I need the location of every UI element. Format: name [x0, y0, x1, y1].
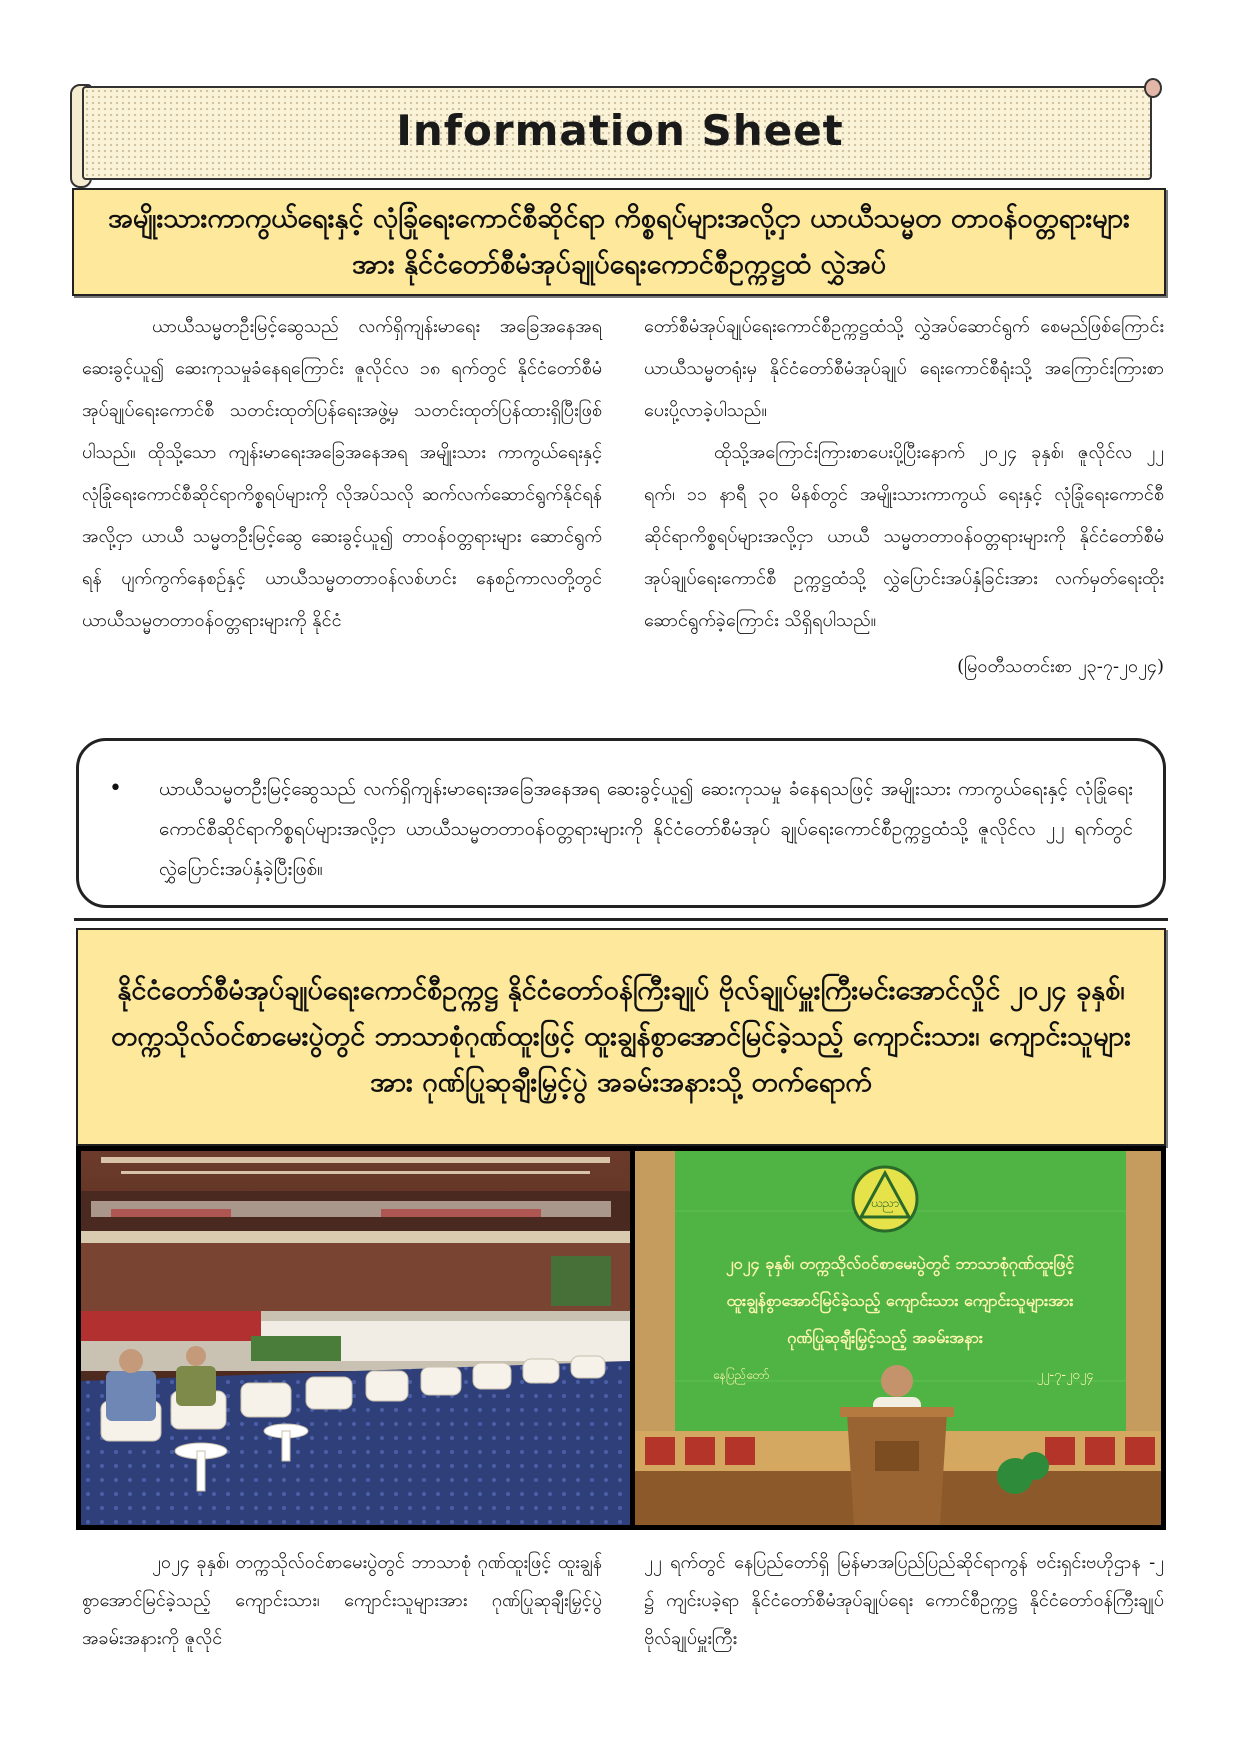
- title-banner: [70, 78, 1170, 188]
- scroll-curl-right-ornament: [1144, 78, 1162, 98]
- article1-body: [82, 306, 1164, 726]
- stage-banner-line-1: ၂၀၂၄ ခုနှစ်၊ တက္ကသိုလ်ဝင်စာမေးပွဲတွင် ဘာသာစုံဂုဏ်ထူးဖြင့်: [725, 1254, 1075, 1273]
- article2-column-left: [82, 1544, 602, 1744]
- page-title: Information Sheet: [396, 106, 844, 155]
- bullet-icon: •: [109, 776, 122, 801]
- article2-headline: နိုင်ငံတော်စီမံအုပ်ချုပ်ရေးကောင်စီဥက္ကဋ္ဌ နိုင်ငံတော်ဝန်ကြီးချုပ် ဗိုလ်ချုပ်မှူးကြီးမင်းအောင်လှိုင် ၂၀၂၄ ခုနှစ်၊ တက္ကသိုလ်ဝင်စာမေးပွဲတွင် ဘာသာစုံဂုဏ်ထူးဖြင့် ထူးချွန်စွာအောင်မြင်ခဲ့သည့် ကျောင်းသား၊ ကျောင်းသူများအား ဂုဏ်ပြုဆုချီးမြှင့်ပွဲ အခမ်းအနားသို့ တက်ရောက်: [76, 928, 1166, 1146]
- article1-column-left: [82, 306, 602, 726]
- stage-logo-text: ယညာ: [870, 1196, 900, 1210]
- article1-paragraph: တော်စီမံအုပ်ချုပ်ရေးကောင်စီဥက္ကဋ္ဌထံသို့ လွှဲအပ်ဆောင်ရွက် စေမည်ဖြစ်ကြောင်း ယာယီသမ္မတရုံးမှ နိုင်ငံတော်စီမံအုပ်ချုပ် ရေးကောင်စီရုံးသို့ အကြောင်းကြားစာပေးပို့လာခဲ့ပါသည်။: [644, 316, 1164, 421]
- summary-box: [76, 738, 1166, 908]
- speaker-podium-photo: [635, 1151, 1161, 1525]
- speaker-podium-illustration: [635, 1151, 1161, 1525]
- article1-headline: အမျိုးသားကာကွယ်ရေးနှင့် လုံခြုံရေးကောင်စီဆိုင်ရာ ကိစ္စရပ်များအလို့ငှာ ယာယီသမ္မတ တာဝန်ဝတ္တရားများအား နိုင်ငံတော်စီမံအုပ်ချုပ်ရေးကောင်စီဥက္ကဋ္ဌထံ လွှဲအပ်: [72, 188, 1166, 296]
- article2-paragraph: ၂၀၂၄ ခုနှစ်၊ တက္ကသိုလ်ဝင်စာမေးပွဲတွင် ဘာသာစုံ ဂုဏ်ထူးဖြင့် ထူးချွန်စွာအောင်မြင်ခဲ့သည့် ကျောင်းသား၊ ကျောင်းသူများအား ဂုဏ်ပြုဆုချီးမြှင့်ပွဲအခမ်းအနားကို ဇူလိုင်: [82, 1552, 602, 1649]
- article2-body: [82, 1544, 1164, 1744]
- stage-place: နေပြည်တော်: [713, 1368, 770, 1382]
- section-divider: [74, 918, 1168, 921]
- summary-text: ယာယီသမ္မတဦးမြင့်ဆွေသည် လက်ရှိကျန်းမာရေးအခြေအနေအရ ဆေးခွင့်ယူ၍ ဆေးကုသမှု ခံနေရသဖြင့် အမျိုးသား ကာကွယ်ရေးနှင့် လုံခြုံရေးကောင်စီဆိုင်ရာကိစ္စရပ်များအလို့ငှာ ယာယီသမ္မတတာဝန်ဝတ္တရားများကို နိုင်ငံတော်စီမံအုပ် ချုပ်ရေးကောင်စီဥက္ကဋ္ဌထံသို့ ဇူလိုင်လ ၂၂ ရက်တွင် လွှဲပြောင်းအပ်နှံခဲ့ပြီးဖြစ်။: [159, 778, 1133, 880]
- article2-paragraph: ၂၂ ရက်တွင် နေပြည်တော်ရှိ မြန်မာအပြည်ပြည်ဆိုင်ရာကွန် ဗင်းရှင်းဗဟိုဌာန -၂ ၌ ကျင်းပခဲ့ရာ နိုင်ငံတော်စီမံအုပ်ချုပ်ရေး ကောင်စီဥက္ကဋ္ဌ နိုင်ငံတော်ဝန်ကြီးချုပ် ဗိုလ်ချုပ်မှူးကြီး: [644, 1552, 1164, 1649]
- article2-column-right: [644, 1544, 1164, 1744]
- audience-hall-photo: [81, 1151, 630, 1525]
- stage-banner-line-2: ထူးချွန်စွာအောင်မြင်ခဲ့သည့် ကျောင်းသား ကျောင်းသူများအား: [726, 1291, 1074, 1310]
- article1-column-right: [644, 306, 1164, 726]
- audience-hall-illustration: [81, 1151, 630, 1525]
- stage-banner-line-3: ဂုဏ်ပြုဆုချီးမြှင့်သည့် အခမ်းအနား: [787, 1328, 983, 1347]
- article1-paragraph: ထိုသို့အကြောင်းကြားစာပေးပို့ပြီးနောက် ၂၀၂၄ ခုနှစ်၊ ဇူလိုင်လ ၂၂ ရက်၊ ၁၁ နာရီ ၃၀ မိနစ်တွင် အမျိုးသားကာကွယ် ရေးနှင့် လုံခြုံရေးကောင်စီဆိုင်ရာကိစ္စရပ်များအလို့ငှာ ယာယီ သမ္မတတာဝန်ဝတ္တရားများကို နိုင်ငံတော်စီမံအုပ်ချုပ်ရေးကောင်စီ ဥက္ကဋ္ဌထံသို့ လွှဲပြောင်းအပ်နှံခြင်းအား လက်မှတ်ရေးထိုး ဆောင်ရွက်ခဲ့ကြောင်း သိရှိရပါသည်။: [644, 442, 1164, 631]
- photo-panel: [76, 1146, 1166, 1530]
- article1-paragraph: ယာယီသမ္မတဦးမြင့်ဆွေသည် လက်ရှိကျန်းမာရေး အခြေအနေအရ ဆေးခွင့်ယူ၍ ဆေးကုသမှုခံနေရကြောင်း ဇူလိုင်လ ၁၈ ရက်တွင် နိုင်ငံတော်စီမံအုပ်ချုပ်ရေးကောင်စီ သတင်းထုတ်ပြန်ရေးအဖွဲ့မှ သတင်းထုတ်ပြန်ထားရှိပြီးဖြစ်ပါသည်။ ထိုသို့သော ကျန်းမာရေးအခြေအနေအရ အမျိုးသား ကာကွယ်ရေးနှင့် လုံခြုံရေးကောင်စီဆိုင်ရာကိစ္စရပ်များကို လိုအပ်သလို ဆက်လက်ဆောင်ရွက်နိုင်ရန်အလို့ငှာ ယာယီ သမ္မတဦးမြင့်ဆွေ ဆေးခွင့်ယူ၍ တာဝန်ဝတ္တရားများ ဆောင်ရွက်ရန် ပျက်ကွက်နေစဉ်နှင့် ယာယီသမ္မတတာဝန်လစ်ဟင်း နေစဉ်ကာလတို့တွင် ယာယီသမ္မတတာဝန်ဝတ္တရားများကို နိုင်ငံ: [82, 316, 602, 631]
- summary-item: [109, 769, 1133, 889]
- stage-date: ၂၂-၇-၂၀၂၄: [1036, 1368, 1094, 1383]
- article1-source: (မြဝတီသတင်းစာ ၂၃-၇-၂၀၂၄): [957, 656, 1164, 677]
